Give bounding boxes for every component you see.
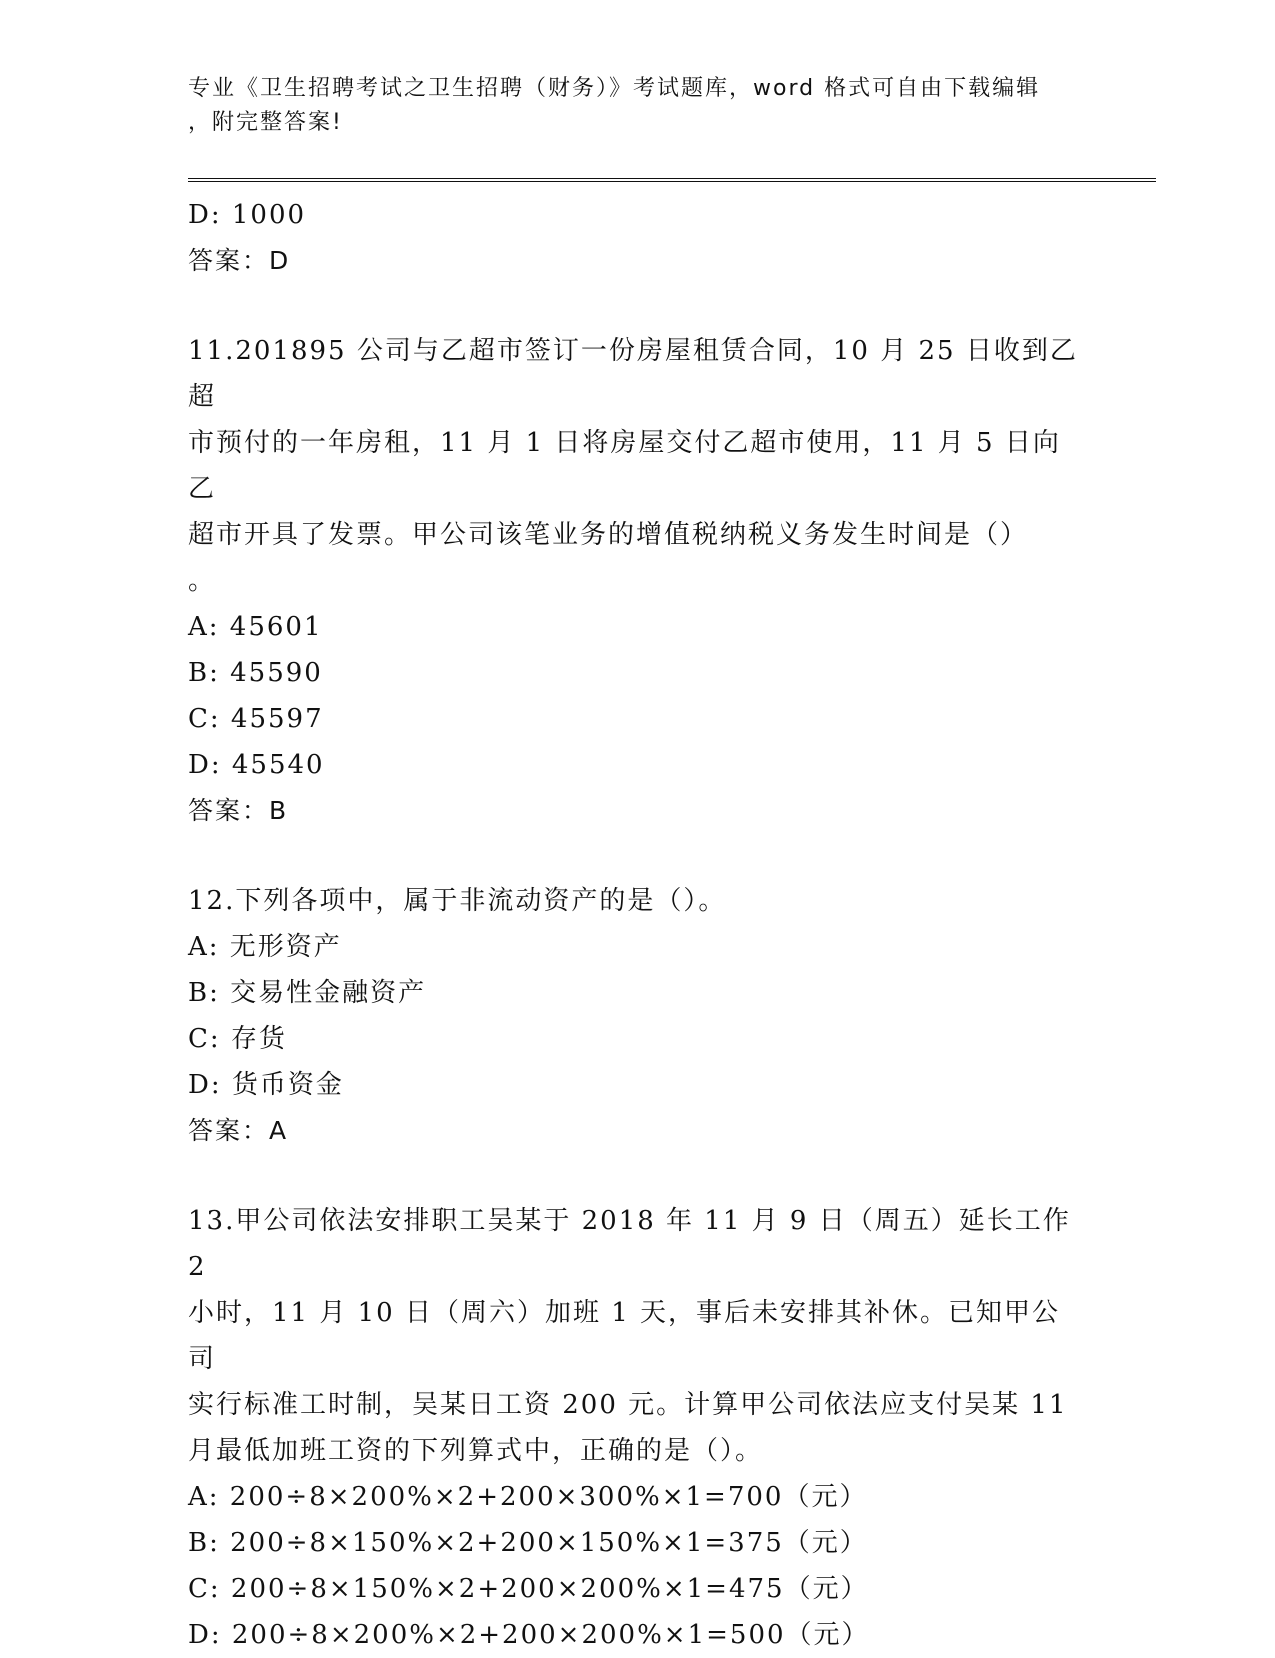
option-a: A: 45601 — [188, 612, 323, 642]
option-c: C: 200÷8×150%×2+200×200%×1=475（元） — [188, 1574, 869, 1604]
question-text: 12.下列各项中，属于非流动资产的是（）。 — [188, 886, 727, 916]
option-b: B: 45590 — [188, 658, 323, 688]
question-12 — [188, 878, 1088, 1154]
page-header — [188, 72, 1088, 140]
option-d: D: 货币资金 — [188, 1070, 344, 1100]
question-text: 13.甲公司依法安排职工吴某于 2018 年 11 月 9 日（周五）延长工作 2 小时，11 月 10 日（周六）加班 1 天，事后未安排其补休。已知甲公司 实行标准工时制，吴某日工资 200 元。计算甲公司依法应支付吴某 11 月最低加班工资的下列算式中，正确的是（）。 — [188, 1206, 1071, 1466]
answer: 答案：D — [188, 246, 291, 275]
answer: 答案：A — [188, 1116, 289, 1145]
option-b: B: 交易性金融资产 — [188, 978, 427, 1008]
option-d: D: 45540 — [188, 750, 325, 780]
option-b: B: 200÷8×150%×2+200×150%×1=375（元） — [188, 1528, 868, 1558]
header-line-2: ，附完整答案! — [188, 110, 343, 135]
option-c: C: 45597 — [188, 704, 324, 734]
previous-question-tail — [188, 192, 1088, 284]
option-d: D: 200÷8×200%×2+200×200%×1=500（元） — [188, 1620, 870, 1650]
answer: 答案：B — [188, 796, 289, 825]
header-divider — [188, 178, 1156, 182]
question-content — [188, 192, 1088, 1658]
question-13 — [188, 1198, 1088, 1658]
question-text: 11.201895 公司与乙超市签订一份房屋租赁合同，10 月 25 日收到乙超 市预付的一年房租，11 月 1 日将房屋交付乙超市使用，11 月 5 日向乙 超市开具了发票。甲公司该笔业务的增值税纳税义务发生时间是（） 。 — [188, 336, 1078, 596]
option-a: A: 无形资产 — [188, 932, 342, 962]
header-line-1: 专业《卫生招聘考试之卫生招聘（财务）》考试题库，word 格式可自由下载编辑 — [188, 76, 1041, 101]
option-a: A: 200÷8×200%×2+200×300%×1=700（元） — [188, 1482, 868, 1512]
option-c: C: 存货 — [188, 1024, 287, 1054]
question-11 — [188, 328, 1088, 834]
option-d: D: 1000 — [188, 200, 307, 230]
